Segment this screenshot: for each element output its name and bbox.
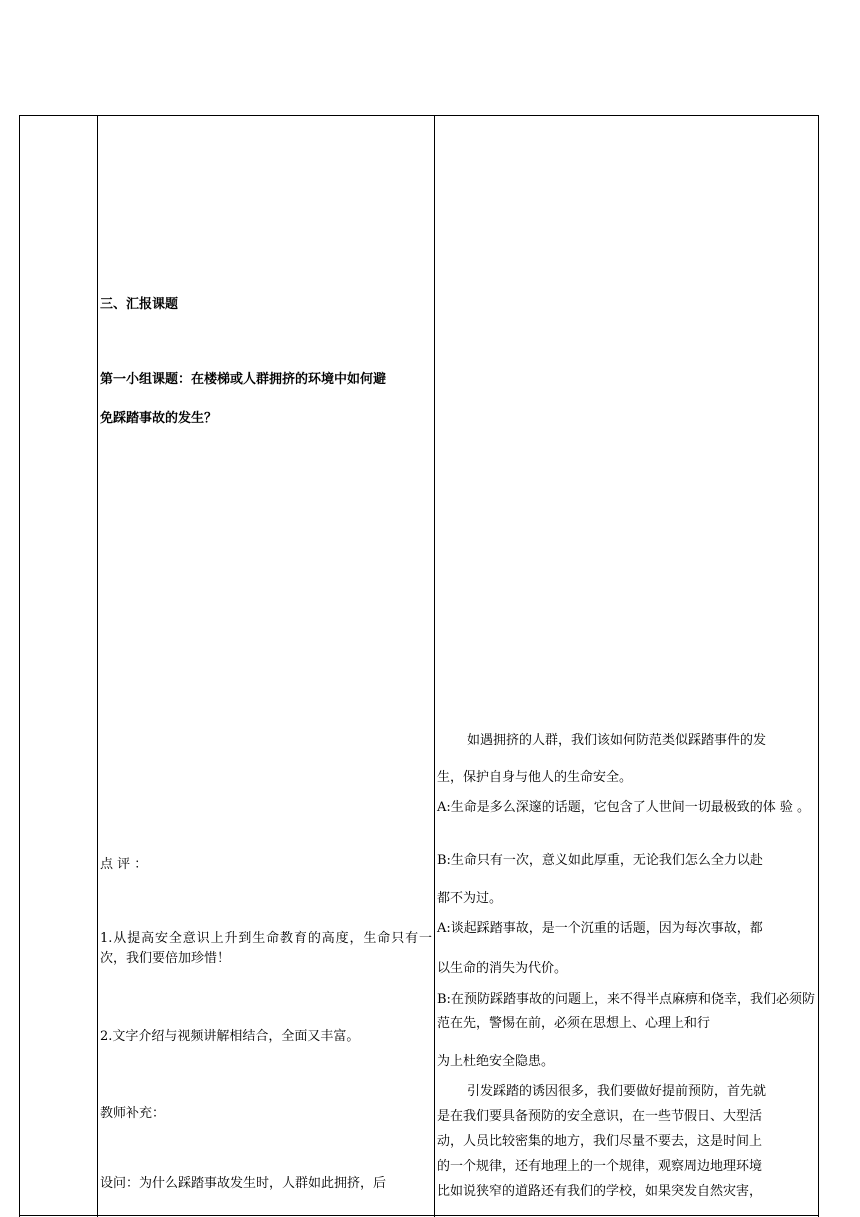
dialogue-b2-line-3: 为上杜绝安全隐患。	[437, 1054, 555, 1069]
dialogue-b1-line-1: B:生命只有一次，意义如此厚重，无论我们怎么全力以赴	[437, 853, 763, 868]
section-heading: 三、汇报课题	[100, 297, 179, 312]
comment-2: 2.文字介绍与视频讲解相结合，全面又丰富。	[100, 1029, 360, 1044]
topic-line-1: 第一小组课题：在楼梯或人群拥挤的环境中如何避	[100, 372, 387, 387]
column-divider-1	[97, 116, 98, 1217]
dialogue-a1: A:生命是多么深邃的话题，它包含了人世间一切最极致的体 验 。	[437, 800, 811, 815]
paragraph-line-1: 引发踩踏的诱因很多，我们要做好提前预防，首先就	[467, 1084, 767, 1099]
dialogue-a2-line-2: 以生命的消失为代价。	[437, 961, 568, 976]
intro-line-2: 生，保护自身与他人的生命安全。	[437, 770, 633, 785]
dialogue-a2-line-1: A:谈起踩踏事故，是一个沉重的话题，因为每次事故，都	[437, 921, 763, 936]
topic-line-2: 免踩踏事故的发生？	[100, 411, 218, 426]
column-divider-2	[434, 116, 435, 1217]
table-bottom-border	[19, 1215, 819, 1216]
paragraph-line-4: 的一个规律，还有地理上的一个规律，观察周边地理环境	[437, 1159, 763, 1174]
comment-1: 1.从提高安全意识上升到生命教育的高度，生命只有一次，我们要倍加珍惜！	[100, 931, 432, 966]
paragraph-line-5: 比如说狭窄的道路还有我们的学校，如果突发自然灾害，	[437, 1184, 763, 1199]
paragraph-line-3: 动，人员比较密集的地方，我们尽量不要去，这是时间上	[437, 1134, 763, 1149]
intro-line-1: 如遇拥挤的人群，我们该如何防范类似踩踏事件的发	[467, 733, 767, 748]
paragraph-line-2: 是在我们要具备预防的安全意识，在一些节假日、大型活	[437, 1109, 763, 1124]
teacher-supplement: 教师补充：	[100, 1106, 166, 1121]
question: 设问：为什么踩踏事故发生时，人群如此拥挤，后	[100, 1176, 387, 1191]
dialogue-b1-line-2: 都不为过。	[437, 891, 503, 906]
comment-heading: 点 评 ：	[100, 857, 148, 872]
dialogue-b2: B:在预防踩踏事故的问题上，来不得半点麻痹和侥幸，我们必须防范在先，警惕在前，必须在思想上、心理上和行	[437, 992, 815, 1031]
